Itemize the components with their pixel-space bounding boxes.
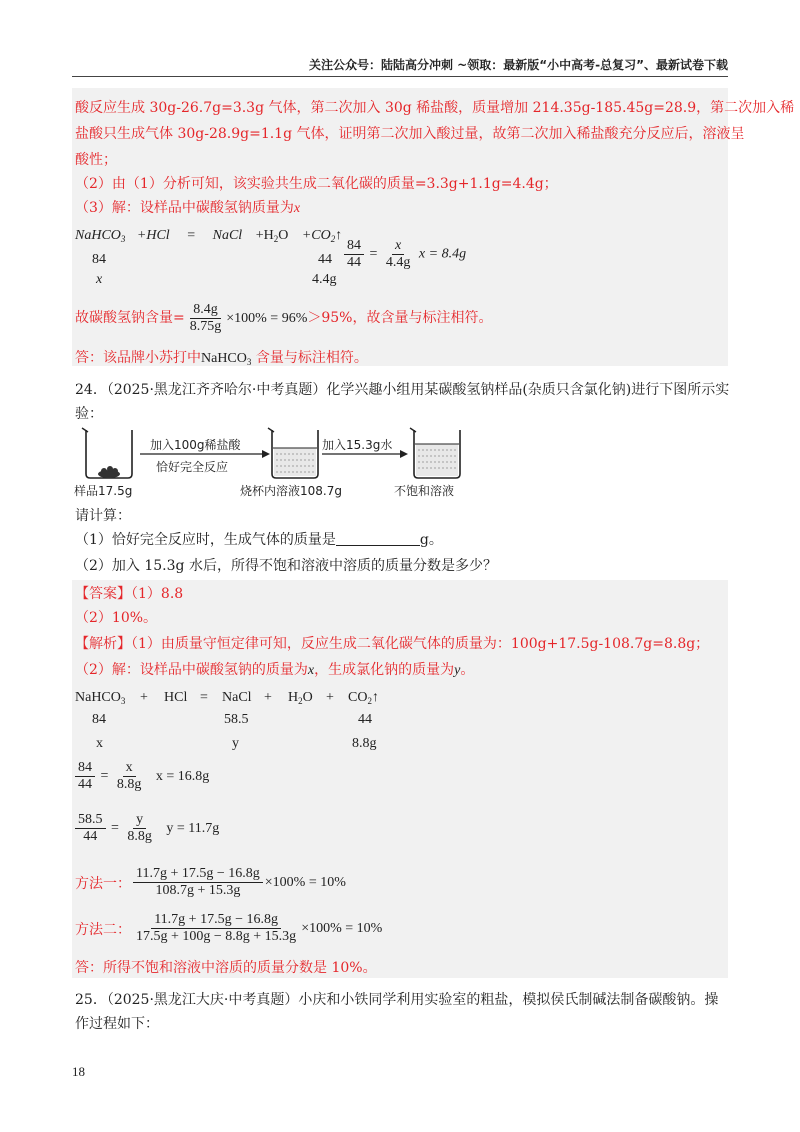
equals-sign: = xyxy=(200,690,208,705)
answer-blank[interactable] xyxy=(336,531,420,546)
variable: 8.8g xyxy=(352,736,377,751)
arrow-1-bottom-label: 恰好完全反应 xyxy=(156,460,229,474)
method-1: 方法一： $\frac{11.7g + 17.5g - 16.8g}{108.7g + 15.3g}$ ×100% = 10% xyxy=(75,866,346,898)
ratio-x: $\frac{84}{44}$ = $\frac{x}{8.8g}$ x = 16.8g xyxy=(73,760,209,793)
text-line: （2）由（1）分析可知，该实验共生成二氧化碳的质量=3.3g+1.1g=4.4g； xyxy=(75,176,558,192)
equation-row: NaHCO$_3$ +HCl = NaCl $+H_2O$ $+CO_2↑$ xyxy=(75,228,343,244)
molar-mass: 44 xyxy=(318,252,332,267)
page-header: 关注公众号：陆陆高分冲刺 ~领取：最新版“小中高考-总复习”、最新试卷下载 xyxy=(309,58,728,72)
equation-row-2: NaHCO$_3$ xyxy=(75,690,126,706)
content-line: 故碳酸氢钠含量= $\frac{8.4g}{8.75g}$ ×100% = 96%＞95%，故含量与标注相符。 xyxy=(75,301,493,334)
question-25-line2: 作过程如下： xyxy=(75,1016,159,1032)
beaker-2 xyxy=(268,428,318,478)
molar-mass: 84 xyxy=(92,252,106,267)
beaker-3 xyxy=(410,428,460,478)
hcl: HCl xyxy=(164,690,188,705)
ratio-equation: $\frac{84}{44}$ = $\frac{x}{4.4g}$ x = 8.4g xyxy=(342,238,466,271)
sub-question-2: （2）加入 15.3g 水后，所得不饱和溶液中溶质的质量分数是多少？ xyxy=(75,558,497,574)
arrow-2-top-label: 加入15.3g水 xyxy=(322,438,393,452)
text-line: 酸性； xyxy=(75,152,117,168)
arrow-1-top-label: 加入100g稀盐酸 xyxy=(150,438,241,452)
nacl: NaCl xyxy=(222,690,252,705)
page-number: 18 xyxy=(72,1064,85,1079)
sub-question-1: （1）恰好完全反应时，生成气体的质量是 g。 xyxy=(75,532,443,548)
analysis-line-1: 【解析】（1）由质量守恒定律可知，反应生成二氧化碳气体的质量为：100g+17.5g-108.7g=8.8g； xyxy=(75,636,710,652)
variable: y xyxy=(232,736,239,751)
final-answer: 答：所得不饱和溶液中溶质的质量分数是 10%。 xyxy=(75,960,377,976)
method-2: 方法二： $\frac{11.7g + 17.5g - 16.8g}{17.5g + 100g - 8.8g + 15.3g}$ ×100% = 10% xyxy=(75,912,383,944)
variable: x xyxy=(96,272,103,287)
molar-mass: 84 xyxy=(92,712,106,727)
variable: x xyxy=(96,736,103,751)
text-line: 酸反应生成 30g-26.7g=3.3g 气体，第二次加入 30g 稀盐酸，质量增加 214.35g-185.45g=28.9，第二次加入稀 xyxy=(75,100,795,116)
question-25-line1: 25．（2025·黑龙江大庆·中考真题）小庆和小铁同学利用实验室的粗盐，模拟侯氏制碱法制备碳酸钠。操 xyxy=(75,992,719,1008)
ratio-y: $\frac{58.5}{44}$ = $\frac{y}{8.8g}$ y = 11.7g xyxy=(73,812,219,845)
answer-line: 答：该品牌小苏打中NaHCO$_3$ 含量与标注相符。 xyxy=(75,350,368,367)
ask-line: 请计算： xyxy=(75,508,131,524)
question-24-line1: 24．（2025·黑龙江齐齐哈尔·中考真题）化学兴趣小组用某碳酸氢钠样品(杂质只含氯化钠)进行下图所示实 xyxy=(75,382,730,398)
water: $H_2O$ xyxy=(288,690,313,706)
plus-sign: + xyxy=(140,690,148,705)
variable: 4.4g xyxy=(312,272,337,287)
beaker-1-label: 样品17.5g xyxy=(74,484,133,498)
answer-line-1: 【答案】（1）8.8 xyxy=(75,586,184,602)
molar-mass: 58.5 xyxy=(224,712,249,727)
beaker-1 xyxy=(82,428,132,478)
molar-mass: 44 xyxy=(358,712,372,727)
text-line: （3）解：设样品中碳酸氢钠质量为x xyxy=(75,200,301,216)
answer-line-2: （2）10%。 xyxy=(75,610,158,626)
co2: $CO_2↑$ xyxy=(348,690,379,706)
beaker-2-label: 烧杯内溶液108.7g xyxy=(240,484,342,498)
plus-sign: + xyxy=(264,690,272,705)
plus-sign: + xyxy=(326,690,334,705)
question-24-line2: 验： xyxy=(75,406,103,422)
beaker-3-label: 不饱和溶液 xyxy=(394,484,455,498)
text-line: 盐酸只生成气体 30g-28.9g=1.1g 气体，证明第二次加入酸过量，故第二次加入稀盐酸充分反应后，溶液呈 xyxy=(75,126,745,142)
analysis-line-2: （2）解：设样品中碳酸氢钠的质量为x，生成氯化钠的质量为y。 xyxy=(75,662,475,678)
header-rule xyxy=(72,76,728,77)
